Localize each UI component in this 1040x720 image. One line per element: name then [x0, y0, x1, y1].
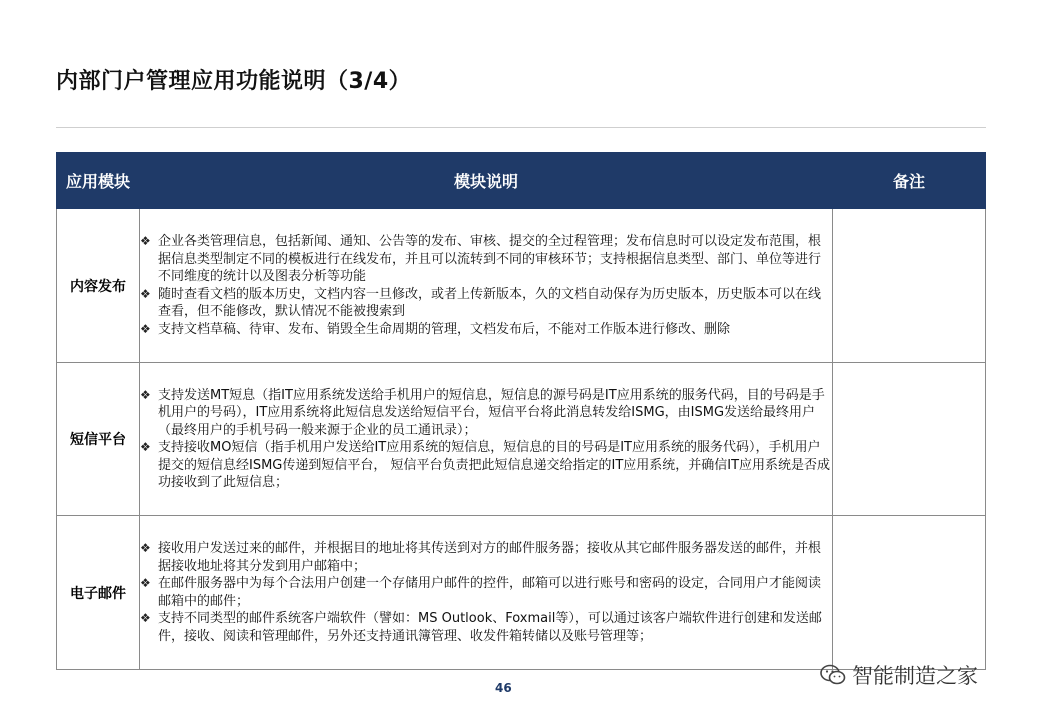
list-item	[140, 540, 832, 575]
table-row	[57, 363, 986, 516]
diamond-bullet-icon: ❖	[140, 611, 151, 625]
module-description	[140, 209, 833, 363]
list-item	[140, 321, 832, 339]
diamond-bullet-icon: ❖	[140, 286, 151, 301]
list-item-text: 随时查看文档的版本历史，文档内容一旦修改，或者上传新版本，久的文档自动保存为历史版本，历史版本可以在线查看，但不能修改，默认情况不能被搜索到	[158, 286, 822, 319]
list-item	[140, 439, 832, 492]
table-row	[57, 516, 986, 670]
page-number: 46	[495, 681, 512, 695]
list-item-text: 企业各类管理信息，包括新闻、通知、公告等的发布、审核、提交的全过程管理；发布信息时可以设定发布范围，根据信息类型制定不同的模板进行在线发布，并且可以流转到不同的审核环节；支持根据信息类型、部门、单位等进行不同维度的统计以及图表分析等功能	[158, 234, 822, 284]
table-row	[57, 209, 986, 363]
list-item	[140, 575, 832, 610]
list-item	[140, 387, 832, 440]
list-item-text: 接收用户发送过来的邮件，并根据目的地址将其传送到对方的邮件服务器；接收从其它邮件服务器发送的邮件，并根据接收地址将其分发到用户邮箱中；	[158, 541, 822, 574]
note-cell	[833, 516, 986, 670]
module-description	[140, 363, 833, 516]
function-table	[56, 152, 986, 670]
header-module: 应用模块	[57, 153, 140, 209]
header-description: 模块说明	[140, 153, 833, 209]
module-description	[140, 516, 833, 670]
list-item	[140, 286, 832, 321]
module-name: 内容发布	[57, 209, 140, 363]
list-item-text: 支持发送MT短息（指IT应用系统发送给手机用户的短信息，短信息的源号码是IT应用系统的服务代码，目的号码是手机用户的号码），IT应用系统将此短信息发送给短信平台，短信平台将此消息转发给ISMG，由ISMG发送给最终用户（最终用户的手机号码一般来源于企业的员工通讯录）；	[158, 387, 825, 438]
note-cell	[833, 363, 986, 516]
diamond-bullet-icon: ❖	[140, 387, 151, 402]
wechat-icon	[820, 664, 846, 686]
diamond-bullet-icon: ❖	[140, 541, 151, 555]
list-item	[140, 610, 832, 645]
module-name: 短信平台	[57, 363, 140, 516]
list-item-text: 支持不同类型的邮件系统客户端软件（譬如：MS Outlook、Foxmail等），可以通过该客户端软件进行创建和发送邮件，接收、阅读和管理邮件，另外还支持通讯簿管理、收发件箱转储以及账号管理等；	[158, 611, 822, 644]
module-name: 电子邮件	[57, 516, 140, 670]
diamond-bullet-icon: ❖	[140, 234, 151, 248]
list-item-text: 支持接收MO短信（指手机用户发送给IT应用系统的短信息，短信息的目的号码是IT应用系统的服务代码），手机用户提交的短信息经ISMG传递到短信平台， 短信平台负责把此短信息递交给指定的IT应用系统，并确信IT应用系统是否成功接收到了此短信息；	[158, 440, 831, 490]
watermark	[820, 660, 978, 690]
list-item-text: 支持文档草稿、待审、发布、销毁全生命周期的管理，文档发布后，不能对工作版本进行修改、删除	[158, 321, 731, 337]
diamond-bullet-icon: ❖	[140, 576, 151, 590]
diamond-bullet-icon: ❖	[140, 440, 151, 454]
list-item	[140, 233, 832, 286]
table-header-row	[57, 153, 986, 209]
diamond-bullet-icon: ❖	[140, 321, 151, 336]
title-divider	[56, 127, 986, 128]
list-item-text: 在邮件服务器中为每个合法用户创建一个存储用户邮件的控件，邮箱可以进行账号和密码的设定，合同用户才能阅读邮箱中的邮件；	[158, 576, 822, 609]
watermark-text: 智能制造之家	[852, 664, 978, 688]
page-title: 内部门户管理应用功能说明（3/4）	[56, 69, 412, 94]
header-note: 备注	[833, 153, 986, 209]
note-cell	[833, 209, 986, 363]
